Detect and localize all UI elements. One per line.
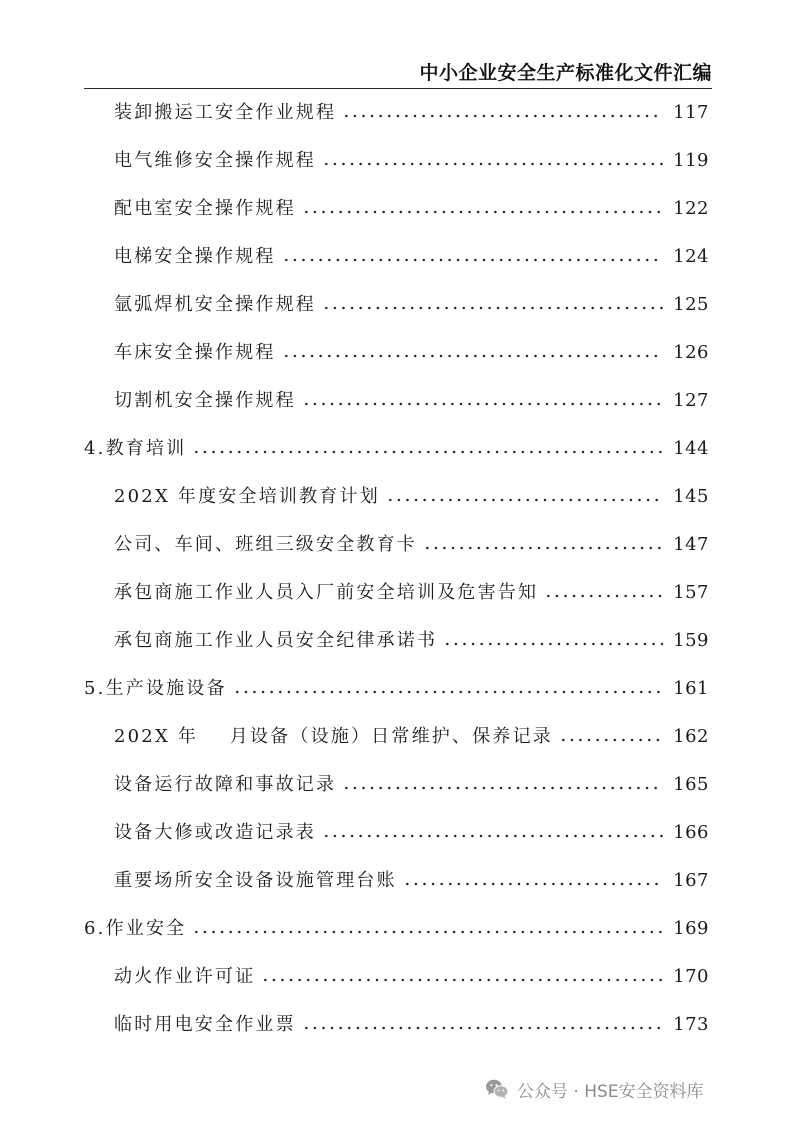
- toc-page-number: 119: [673, 150, 709, 171]
- toc-entry-title: 电梯安全操作规程: [114, 246, 276, 267]
- toc-entry[interactable]: [114, 383, 709, 413]
- toc-page-number: 122: [673, 198, 709, 219]
- toc-entry[interactable]: [114, 143, 709, 173]
- toc-dot-leader: [261, 977, 663, 983]
- toc-entry[interactable]: [114, 1007, 709, 1037]
- toc-entry[interactable]: [114, 527, 709, 557]
- toc-page-number: 169: [673, 918, 709, 939]
- toc-dot-leader: [282, 353, 663, 359]
- toc-entry[interactable]: [114, 95, 709, 125]
- toc-entry-title: 临时用电安全作业票: [114, 1014, 296, 1035]
- toc-entry[interactable]: [114, 239, 709, 269]
- toc-section-entry[interactable]: [84, 911, 709, 941]
- wechat-icon: [485, 1078, 509, 1100]
- toc-page-number: 165: [673, 774, 709, 795]
- toc-entry-title: 202X 年 月设备（设施）日常维护、保养记录: [114, 726, 553, 747]
- toc-entry-title: 动火作业许可证: [114, 966, 256, 987]
- toc-entry[interactable]: [114, 719, 709, 749]
- toc-entry-title: 配电室安全操作规程: [114, 198, 296, 219]
- toc-entry-title: 氩弧焊机安全操作规程: [114, 294, 316, 315]
- toc-page-number: 173: [673, 1014, 709, 1035]
- toc-dot-leader: [443, 641, 663, 647]
- toc-page-number: 145: [673, 486, 709, 507]
- toc-entry-title: 重要场所安全设备设施管理台账: [114, 870, 397, 891]
- toc-dot-leader: [233, 689, 663, 695]
- toc-page-number: 162: [673, 726, 709, 747]
- toc-page-number: 144: [673, 438, 709, 459]
- toc-page-number: 147: [673, 534, 709, 555]
- toc-dot-leader: [342, 113, 663, 119]
- toc-entry-title: 5.生产设施设备: [84, 678, 227, 699]
- toc-dot-leader: [322, 305, 663, 311]
- toc-page-number: 125: [673, 294, 709, 315]
- toc-dot-leader: [423, 545, 663, 551]
- toc-page-number: 117: [673, 102, 709, 123]
- page-header: [84, 58, 712, 89]
- toc-dot-leader: [342, 785, 663, 791]
- toc-page-number: 127: [673, 390, 709, 411]
- toc-page-number: 170: [673, 966, 709, 987]
- toc-dot-leader: [192, 929, 663, 935]
- toc-page-number: 167: [673, 870, 709, 891]
- toc-dot-leader: [282, 257, 663, 263]
- toc-entry[interactable]: [114, 479, 709, 509]
- toc-entry[interactable]: [114, 863, 709, 893]
- toc-entry-title: 设备运行故障和事故记录: [114, 774, 337, 795]
- header-title: 中小企业安全生产标准化文件汇编: [419, 62, 712, 84]
- toc-entry-title: 6.作业安全: [84, 918, 187, 939]
- toc-entry[interactable]: [114, 575, 709, 605]
- toc-page-number: 157: [673, 582, 709, 603]
- toc-dot-leader: [403, 881, 663, 887]
- toc-entry-title: 202X 年度安全培训教育计划: [114, 486, 380, 507]
- toc-dot-leader: [192, 449, 663, 455]
- toc-entry-title: 切割机安全操作规程: [114, 390, 296, 411]
- toc-section-entry[interactable]: [84, 431, 709, 461]
- toc-page-number: 124: [673, 246, 709, 267]
- toc-entry-title: 公司、车间、班组三级安全教育卡: [114, 534, 417, 555]
- watermark: [485, 1074, 704, 1104]
- toc-entry[interactable]: [114, 191, 709, 221]
- toc-dot-leader: [302, 209, 663, 215]
- toc-entry[interactable]: [114, 335, 709, 365]
- toc-dot-leader: [322, 833, 663, 839]
- toc-entry-title: 承包商施工作业人员入厂前安全培训及危害告知: [114, 582, 539, 603]
- toc-dot-leader: [302, 1025, 663, 1031]
- toc-entry[interactable]: [114, 815, 709, 845]
- toc-page-number: 166: [673, 822, 709, 843]
- toc-entry[interactable]: [114, 959, 709, 989]
- toc-entry[interactable]: [114, 287, 709, 317]
- toc-entry[interactable]: [114, 767, 709, 797]
- toc-section-entry[interactable]: [84, 671, 709, 701]
- toc-page-number: 159: [673, 630, 709, 651]
- toc-entry-title: 电气维修安全操作规程: [114, 150, 316, 171]
- toc-page-number: 126: [673, 342, 709, 363]
- toc-dot-leader: [544, 593, 663, 599]
- toc-dot-leader: [386, 497, 663, 503]
- toc-entry-title: 4.教育培训: [84, 438, 187, 459]
- toc-entry-title: 车床安全操作规程: [114, 342, 276, 363]
- toc-entry[interactable]: [114, 623, 709, 653]
- toc-entry-title: 承包商施工作业人员安全纪律承诺书: [114, 630, 438, 651]
- toc-dot-leader: [322, 161, 663, 167]
- toc-entry-title: 装卸搬运工安全作业规程: [114, 102, 337, 123]
- toc-dot-leader: [302, 401, 663, 407]
- watermark-text: 公众号 · HSE安全资料库: [517, 1081, 704, 1102]
- toc-entry-title: 设备大修或改造记录表: [114, 822, 316, 843]
- toc-dot-leader: [559, 737, 663, 743]
- toc-page-number: 161: [673, 678, 709, 699]
